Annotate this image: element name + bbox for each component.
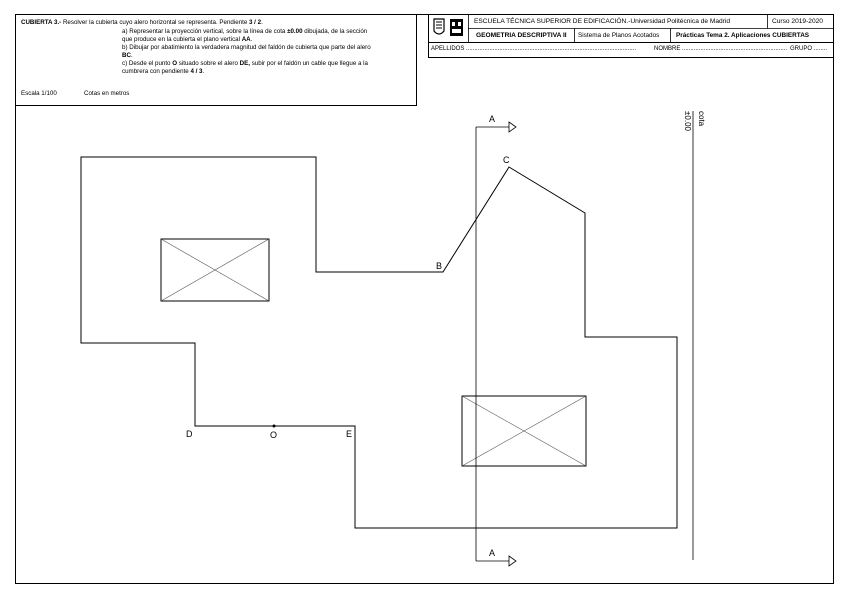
- problem-b-text: b) Dibujar por abatimiento la verdadera magnitud del faldón de cubierta que parte del alero: [122, 44, 371, 51]
- label-d: D: [186, 429, 193, 439]
- section-arrow-top: [476, 122, 516, 132]
- problem-c-line-2: cumbrera con pendiente 4 / 3.: [122, 68, 205, 75]
- label-a-top: A: [489, 114, 496, 124]
- problem-a-line-2: que produce en la cubierta el plano vertical AA.: [122, 36, 253, 43]
- surname-field[interactable]: APELLIDOS ......................................................................................................: [431, 46, 637, 52]
- problem-c-text-4: cumbrera con pendiente: [122, 68, 191, 75]
- problem-c-text-3: subir por el faldón un cable que llegue a la: [249, 60, 368, 67]
- problem-title: CUBIERTA 3.-: [21, 19, 62, 26]
- problem-a-text-1: a) Representar la proyección vertical, sobre la línea de cota: [122, 28, 288, 35]
- subject-name: GEOMETRIA DESCRIPTIVA II: [476, 31, 567, 39]
- group-field[interactable]: GRUPO ........: [790, 46, 828, 52]
- practice-topic: Prácticas Tema 2. Aplicaciones CUBIERTAS: [676, 31, 810, 39]
- name-field[interactable]: NOMBRE ...............................................................: [654, 46, 788, 52]
- section-arrow-bottom: [476, 556, 516, 566]
- problem-b-line-2: BC.: [122, 52, 133, 59]
- label-cota-value: ±0.00: [683, 111, 692, 131]
- problem-b-edge: BC: [122, 52, 131, 59]
- problem-c-edge: DE,: [239, 60, 250, 67]
- label-cota-word: cota: [697, 111, 706, 127]
- label-b: B: [436, 261, 443, 271]
- problem-a-plane: AA: [241, 36, 251, 43]
- projection-system: Sistema de Planos Acotados: [578, 31, 660, 39]
- problem-a-text-3: que produce en la cubierta el plano vertical: [122, 36, 242, 43]
- problem-a-text-2: dibujada, de la sección: [302, 28, 368, 35]
- school-name: ESCUELA TÉCNICA SUPERIOR DE EDIFICACIÓN.-Universidad Politécnica de Madrid: [474, 18, 731, 25]
- label-o: O: [270, 430, 278, 440]
- problem-slope: 3 / 2: [249, 19, 262, 26]
- scale-note: Escala 1/100: [21, 90, 57, 97]
- problem-c-point: O: [172, 60, 178, 67]
- label-e: E: [346, 429, 353, 439]
- problem-a-cota: ±0.00: [287, 28, 303, 35]
- point-o-marker: [273, 425, 276, 428]
- problem-line-1: CUBIERTA 3.- Resolver la cubierta cuyo alero horizontal se representa. Pendiente 3 / 2.: [21, 19, 263, 26]
- label-c: C: [503, 155, 510, 165]
- course-year: Curso 2019-2020: [772, 18, 823, 25]
- skylight-right: [462, 396, 586, 466]
- problem-c-slope: 4 / 3: [190, 68, 203, 75]
- skylight-left: [161, 239, 269, 301]
- roof-eave-outline: [81, 157, 677, 528]
- units-note: Cotas en metros: [84, 90, 130, 97]
- problem-intro: Resolver la cubierta cuyo alero horizontal se representa. Pendiente: [61, 19, 250, 26]
- problem-c-text-1: c) Desde el punto: [122, 60, 173, 67]
- problem-c-text-2: situado sobre el alero: [177, 60, 240, 67]
- label-a-bottom: A: [489, 548, 496, 558]
